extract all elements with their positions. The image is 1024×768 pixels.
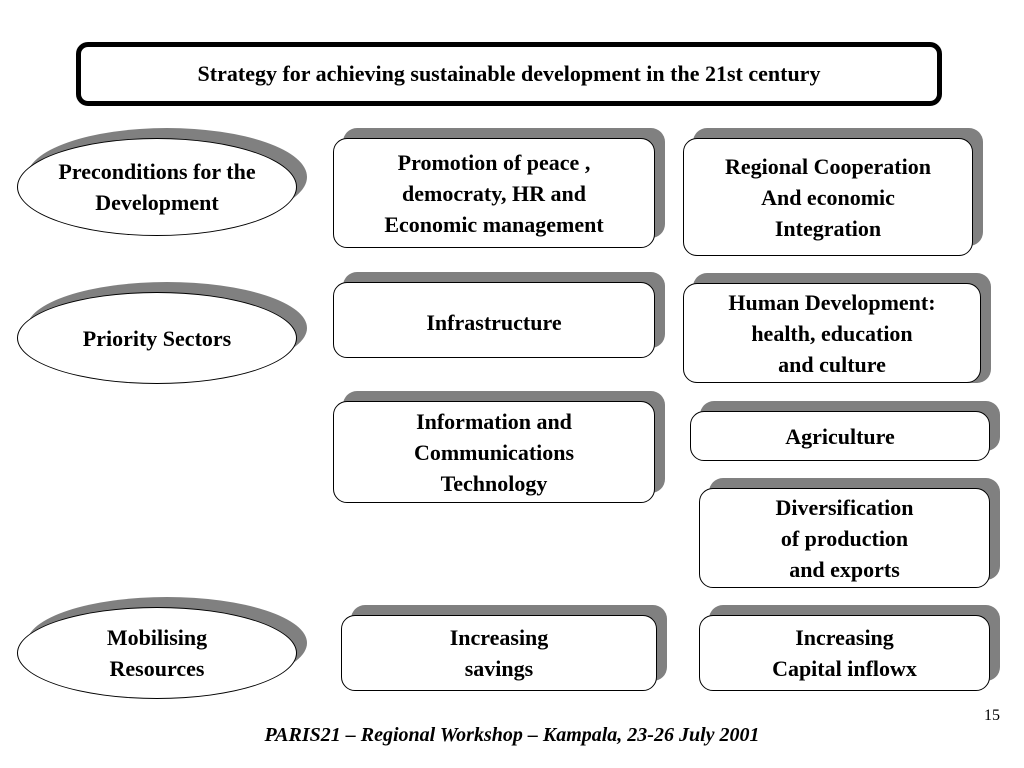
increasing-capital-box: Increasing Capital inflowx [699,615,990,691]
page-number: 15 [984,707,1000,724]
priority-sectors-label: Priority Sectors [17,292,297,384]
diversification-box: Diversification of production and exports [699,488,990,588]
infrastructure-box: Infrastructure [333,282,655,358]
increasing-savings-box: Increasing savings [341,615,657,691]
ict-box: Information and Communications Technology [333,401,655,503]
mobilising-resources-label: Mobilising Resources [17,607,297,699]
regional-cooperation-box: Regional Cooperation And economic Integration [683,138,973,256]
diagram-title: Strategy for achieving sustainable development in the 21st century [76,42,942,106]
footer-text: PARIS21 – Regional Workshop – Kampala, 23-26 July 2001 [264,724,760,746]
human-development-box: Human Development: health, education and culture [683,283,981,383]
promotion-peace-box: Promotion of peace , democraty, HR and Economic management [333,138,655,248]
preconditions-label: Preconditions for the Development [17,138,297,236]
agriculture-box: Agriculture [690,411,990,461]
